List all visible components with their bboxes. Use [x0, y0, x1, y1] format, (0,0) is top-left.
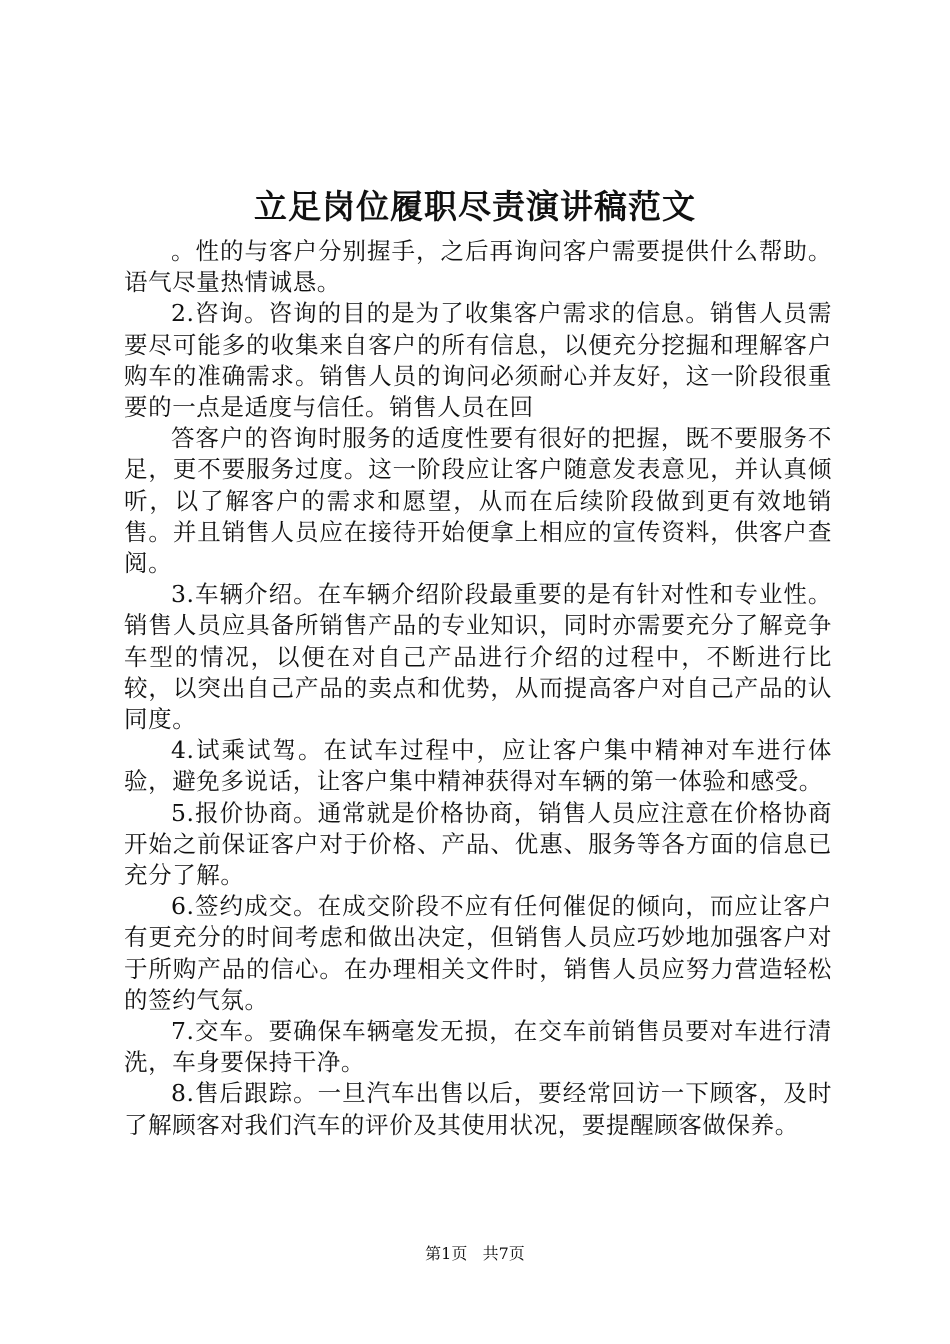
paragraph-7: 6.签约成交。在成交阶段不应有任何催促的倾向，而应让客户有更充分的时间考虑和做出决定，但销售人员应巧妙地加强客户对于所购产品的信心。在办理相关文件时，销售人员应努力营造轻松的签约气氛。 — [124, 892, 832, 1014]
paragraph-8: 7.交车。要确保车辆毫发无损，在交车前销售员要对车进行清洗，车身要保持干净。 — [124, 1017, 832, 1077]
page-total: 共7页 — [482, 1244, 525, 1263]
paragraph-5: 4.试乘试驾。在试车过程中，应让客户集中精神对车进行体验，避免多说话，让客户集中精神获得对车辆的第一体验和感受。 — [124, 736, 832, 796]
paragraph-6: 5.报价协商。通常就是价格协商，销售人员应注意在价格协商开始之前保证客户对于价格、产品、优惠、服务等各方面的信息已充分了解。 — [124, 798, 832, 890]
paragraph-2: 2.咨询。咨询的目的是为了收集客户需求的信息。销售人员需要尽可能多的收集来自客户的所有信息，以便充分挖掘和理解客户购车的准确需求。销售人员的询问必须耐心并友好，这一阶段很重要的一点是适度与信任。销售人员在回 — [124, 299, 832, 422]
paragraph-9: 8.售后跟踪。一旦汽车出售以后，要经常回访一下顾客，及时了解顾客对我们汽车的评价及其使用状况，要提醒顾客做保养。 — [124, 1079, 832, 1139]
paragraph-1: 。性的与客户分别握手，之后再询问客户需要提供什么帮助。语气尽量热情诚恳。 — [124, 237, 832, 297]
page-number: 第1页 — [425, 1244, 468, 1263]
document-body — [124, 236, 832, 1141]
paragraph-3: 答客户的咨询时服务的适度性要有很好的把握，既不要服务不足，更不要服务过度。这一阶段应让客户随意发表意见，并认真倾听，以了解客户的需求和愿望，从而在后续阶段做到更有效地销售。并且销售人员应在接待开始便拿上相应的宣传资料，供客户查阅。 — [124, 424, 832, 578]
paragraph-4: 3.车辆介绍。在车辆介绍阶段最重要的是有针对性和专业性。销售人员应具备所销售产品的专业知识，同时亦需要充分了解竞争车型的情况，以便在对自己产品进行介绍的过程中，不断进行比较，以突出自己产品的卖点和优势，从而提高客户对自己产品的认同度。 — [124, 580, 832, 734]
page-footer — [0, 1242, 950, 1266]
document-title: 立足岗位履职尽责演讲稿范文 — [254, 187, 696, 226]
